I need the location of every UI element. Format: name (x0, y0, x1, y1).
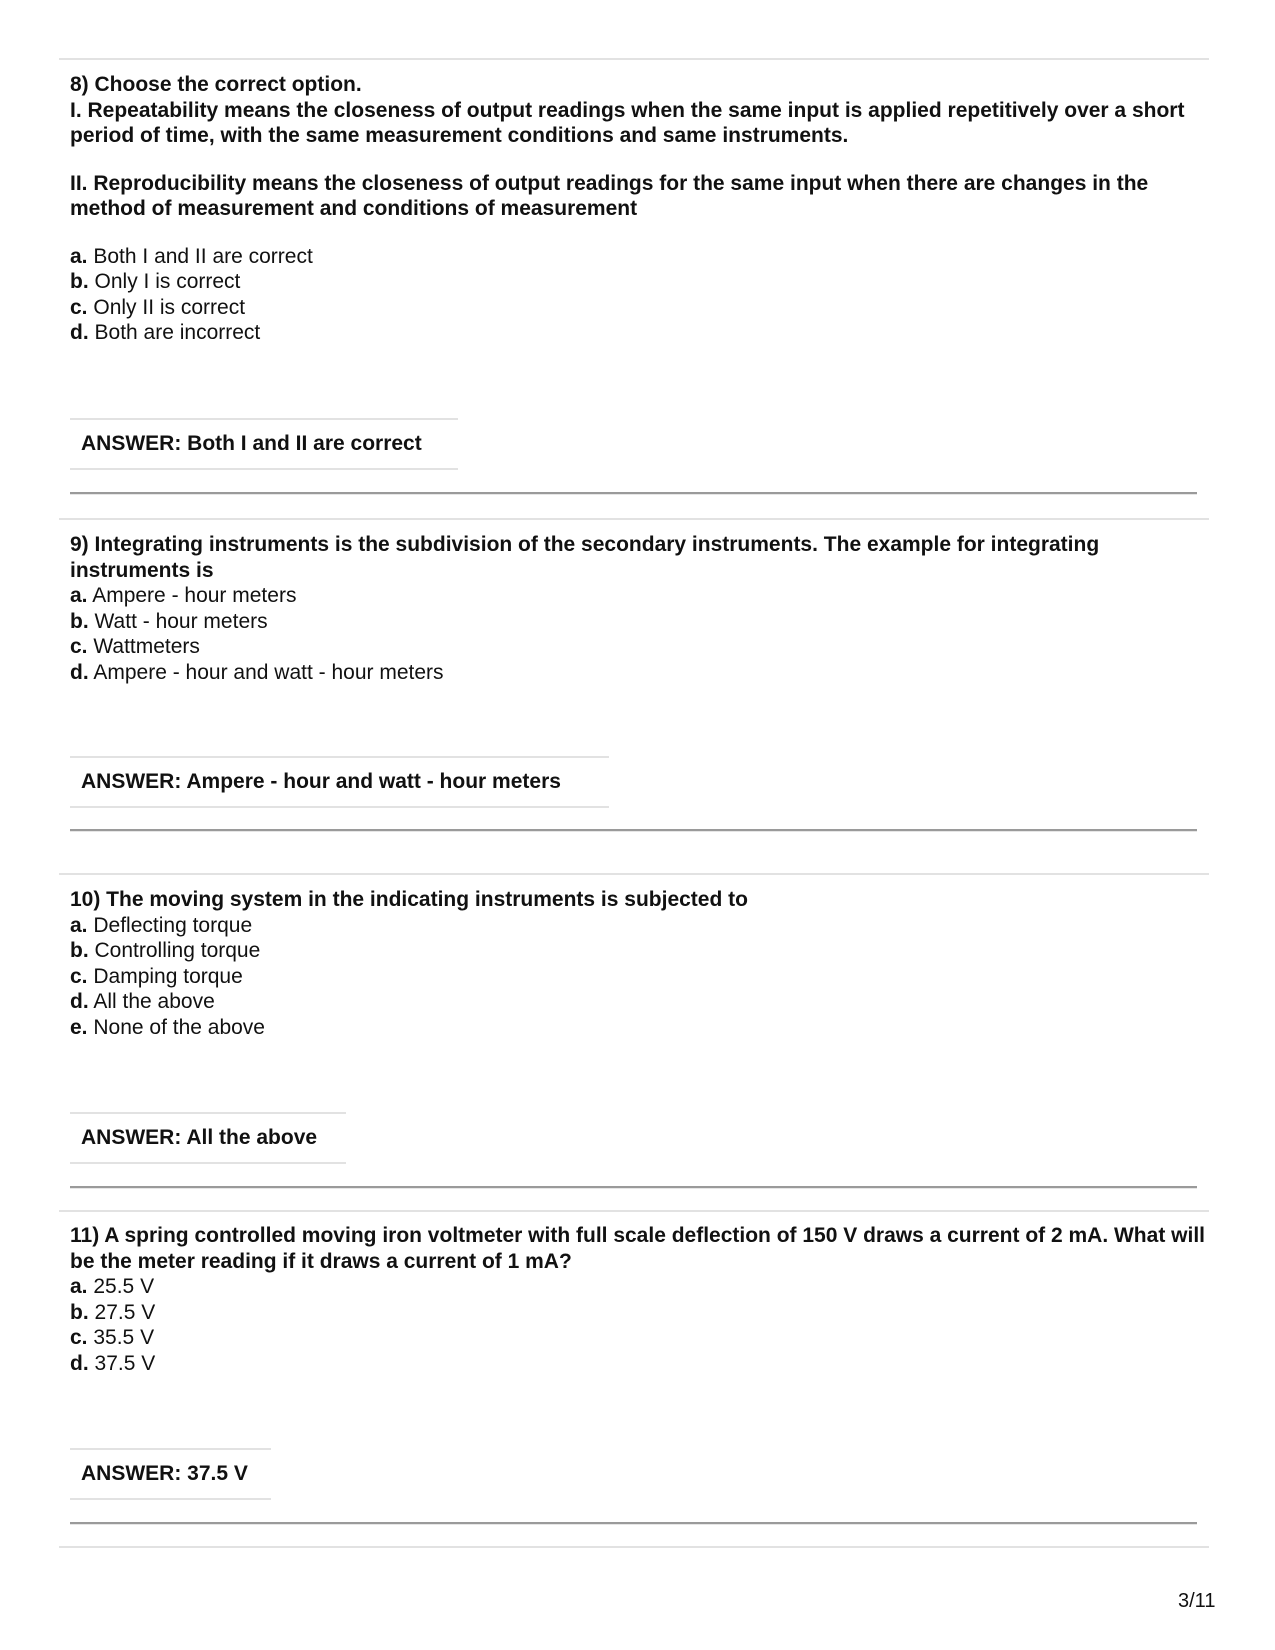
option-a: a. Deflecting torque (70, 913, 253, 937)
question-title: 10) The moving system in the indicating instruments is subjected to (70, 888, 748, 911)
option-b: b. Watt - hour meters (70, 609, 268, 633)
option-a: a. Both I and II are correct (70, 244, 313, 268)
option-d: d. 37.5 V (70, 1351, 156, 1375)
question-11 (70, 1223, 1205, 1376)
question-rule (70, 492, 1197, 495)
option-d: d. Both are incorrect (70, 321, 261, 344)
option-c: c. Damping torque (70, 964, 243, 988)
option-a: a. Ampere - hour meters (70, 584, 297, 607)
option-a: a. 25.5 V (70, 1275, 155, 1298)
options-list (70, 913, 1205, 1041)
option-b: b. Controlling torque (70, 939, 261, 962)
option-b: b. 27.5 V (70, 1300, 156, 1324)
question-rule (70, 829, 1197, 832)
question-rule (70, 1522, 1197, 1525)
question-statement-1: I. Repeatability means the closeness of output readings when the same input is applied repetitively over a short period of time, with the same measurement conditions and same instruments. (70, 98, 1185, 147)
option-e: e. None of the above (70, 1015, 265, 1039)
section-divider (59, 518, 1209, 520)
question-title: 8) Choose the correct option. (70, 73, 362, 96)
question-9 (70, 532, 1205, 685)
options-list (70, 1274, 1205, 1376)
section-divider (59, 873, 1209, 875)
answer-box: ANSWER: Both I and II are correct (70, 418, 458, 470)
options-list (70, 583, 1205, 685)
option-c: c. Wattmeters (70, 635, 200, 658)
section-divider (59, 58, 1209, 60)
question-title: 9) Integrating instruments is the subdivision of the secondary instruments. The example for integrating instruments is (70, 533, 1100, 582)
question-statement-2: II. Reproducibility means the closeness of output readings for the same input when there are changes in the method of measurement and conditions of measurement (70, 171, 1149, 220)
question-rule (70, 1186, 1197, 1189)
question-8 (70, 72, 1205, 346)
option-b: b. Only I is correct (70, 270, 241, 293)
answer-box: ANSWER: 37.5 V (70, 1448, 271, 1500)
answer-box: ANSWER: All the above (70, 1112, 346, 1164)
option-d: d. All the above (70, 990, 215, 1013)
question-title: 11) A spring controlled moving iron voltmeter with full scale deflection of 150 V draws a current of 2 mA. What will be the meter reading if it draws a current of 1 mA? (70, 1224, 1205, 1273)
section-divider (59, 1210, 1209, 1212)
page-number: 3/11 (1178, 1590, 1216, 1612)
options-list (70, 244, 1205, 346)
section-divider (59, 1546, 1209, 1548)
option-c: c. Only II is correct (70, 295, 246, 319)
question-10 (70, 887, 1205, 1040)
option-c: c. 35.5 V (70, 1326, 155, 1349)
answer-box: ANSWER: Ampere - hour and watt - hour meters (70, 756, 609, 808)
option-d: d. Ampere - hour and watt - hour meters (70, 660, 444, 684)
